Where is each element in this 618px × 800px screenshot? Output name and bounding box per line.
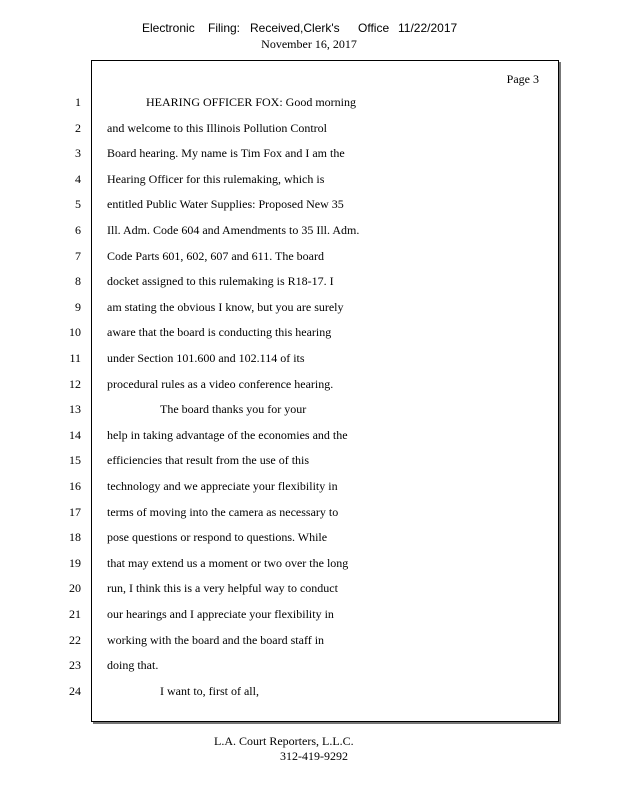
line-number: 21 bbox=[69, 607, 81, 621]
line-number: 3 bbox=[75, 146, 81, 161]
line-text: procedural rules as a video conference hearing. bbox=[107, 376, 334, 391]
line-text: Code Parts 601, 602, 607 and 611. The board bbox=[107, 248, 324, 263]
stamp-word-office: Office bbox=[358, 21, 390, 35]
line-number: 13 bbox=[69, 402, 81, 417]
line-number: 17 bbox=[69, 504, 81, 519]
line-text: under Section 101.600 and 102.114 of its bbox=[107, 351, 305, 365]
line-text: that may extend us a moment or two over the long bbox=[107, 555, 349, 570]
line-number: 15 bbox=[69, 453, 81, 468]
line-text: working with the board and the board staff in bbox=[107, 632, 325, 647]
stamp-word-filing: Filing: bbox=[208, 21, 241, 35]
line-text: efficiencies that result from the use of this bbox=[107, 453, 310, 468]
stamp-date: 11/22/2017 bbox=[398, 21, 458, 35]
line-text: HEARING OFFICER FOX: Good morning bbox=[146, 95, 357, 109]
line-text: aware that the board is conducting this hearing bbox=[107, 325, 332, 340]
line-number: 16 bbox=[69, 479, 81, 493]
line-number: 19 bbox=[69, 555, 81, 570]
footer-company: L.A. Court Reporters, L.L.C. bbox=[214, 734, 354, 748]
line-text: pose questions or respond to questions. While bbox=[107, 530, 328, 545]
line-text: technology and we appreciate your flexibility in bbox=[107, 479, 338, 493]
line-text: and welcome to this Illinois Pollution Control bbox=[107, 120, 327, 135]
line-number: 11 bbox=[69, 351, 81, 365]
filing-stamp bbox=[0, 21, 618, 37]
line-text: help in taking advantage of the economies and the bbox=[107, 427, 348, 442]
line-text: entitled Public Water Supplies: Proposed New 35 bbox=[107, 197, 344, 212]
line-number: 2 bbox=[75, 120, 81, 135]
line-text: our hearings and I appreciate your flexibility in bbox=[107, 607, 334, 621]
line-text: run, I think this is a very helpful way to conduct bbox=[107, 581, 338, 596]
line-number: 24 bbox=[69, 683, 81, 698]
line-text: Ill. Adm. Code 604 and Amendments to 35 Ill. Adm. bbox=[107, 223, 360, 237]
line-number: 23 bbox=[69, 658, 81, 673]
stamp-word-received-clerks: Received,Clerk's bbox=[250, 21, 340, 35]
line-number: 9 bbox=[75, 299, 81, 314]
stamp-word-electronic: Electronic bbox=[142, 21, 195, 35]
line-text: terms of moving into the camera as necessary to bbox=[107, 504, 339, 519]
line-text: doing that. bbox=[107, 658, 159, 673]
line-number: 8 bbox=[75, 274, 81, 289]
line-text: am stating the obvious I know, but you are surely bbox=[107, 299, 344, 314]
line-text: I want to, first of all, bbox=[160, 683, 259, 698]
line-text: Hearing Officer for this rulemaking, which is bbox=[107, 171, 325, 186]
line-text: The board thanks you for your bbox=[160, 402, 307, 417]
line-number: 18 bbox=[69, 530, 81, 545]
line-text: Board hearing. My name is Tim Fox and I am the bbox=[107, 146, 345, 161]
line-number: 12 bbox=[69, 376, 81, 391]
line-text: docket assigned to this rulemaking is R18-17. I bbox=[107, 274, 334, 289]
line-number: 6 bbox=[75, 223, 81, 237]
line-number: 7 bbox=[75, 248, 81, 263]
line-number: 1 bbox=[75, 95, 81, 109]
line-number: 5 bbox=[75, 197, 81, 212]
line-number: 4 bbox=[75, 171, 81, 186]
line-number: 22 bbox=[69, 632, 81, 647]
footer-phone: 312-419-9292 bbox=[280, 749, 348, 763]
line-number: 20 bbox=[69, 581, 81, 596]
line-number: 10 bbox=[69, 325, 81, 340]
page-number: Page 3 bbox=[506, 72, 539, 86]
line-number: 14 bbox=[69, 427, 81, 442]
transcript-date: November 16, 2017 bbox=[261, 37, 357, 51]
